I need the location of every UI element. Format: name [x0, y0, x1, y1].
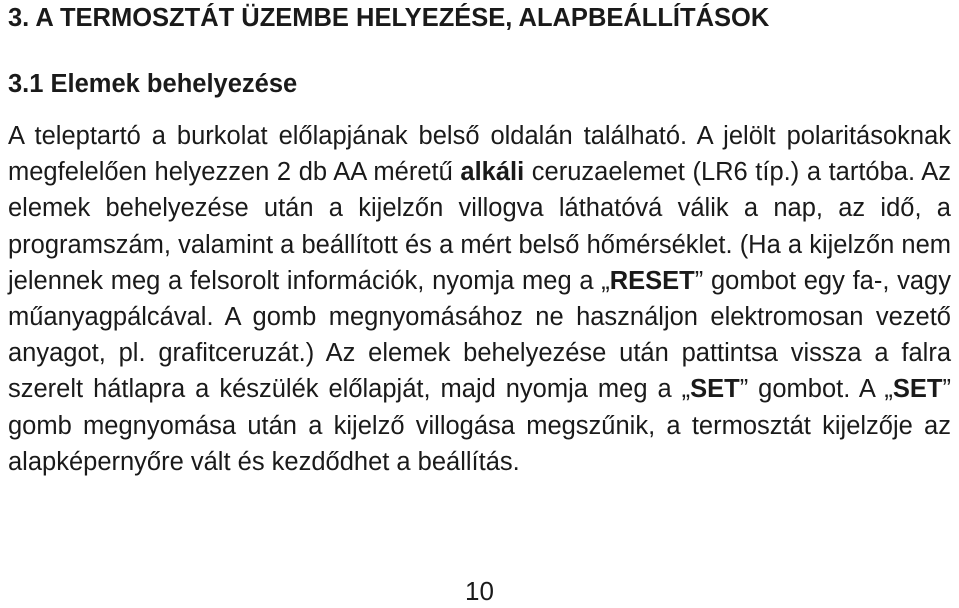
- body-paragraph: [8, 118, 951, 480]
- section-heading: 3. A TERMOSZTÁT ÜZEMBE HELYEZÉSE, ALAPBEÁLLÍTÁSOK: [8, 4, 770, 32]
- bold-term-alkali: alkáli: [460, 158, 525, 187]
- paragraph-text-3: ” gombot egy fa-, vagy műanyagpálcával. A gomb megnyomásához ne használjon elektromosan vezető anyagot, pl. grafitceruzát.) Az elemek behelyezése után pattintsa vissza a falra szerelt hátlapra a készülék előlapját, majd nyomja meg a „: [8, 266, 951, 404]
- page-number: 10: [465, 576, 494, 606]
- bold-term-set-2: SET: [892, 375, 943, 404]
- bold-term-reset: RESET: [609, 266, 695, 295]
- bold-term-set-1: SET: [690, 375, 740, 404]
- subsection-heading: 3.1 Elemek behelyezése: [8, 70, 298, 98]
- paragraph-text-4: ” gombot. A „: [739, 375, 893, 404]
- paragraph-text-1: A teleptartó a burkolat előlapjának belső oldalán található. A jelölt polaritásoknak megfelelően helyezzen 2 db AA méretű: [8, 122, 951, 187]
- paragraph-text-5: ” gomb megnyomása után a kijelző villogása megszűnik, a termosztát kijelzője az alapképernyőre vált és kezdődhet a beállítás.: [8, 375, 951, 476]
- paragraph-text-2: ceruzaelemet (LR6 típ.) a tartóba. Az elemek behelyezése után a kijelzőn villogva láthatóvá válik a nap, az idő, a programszám, valamint a beállított és a mért belső hőmérséklet. (Ha a kijelzőn nem jelennek meg a felsorolt információk, nyomja meg a „: [8, 158, 951, 295]
